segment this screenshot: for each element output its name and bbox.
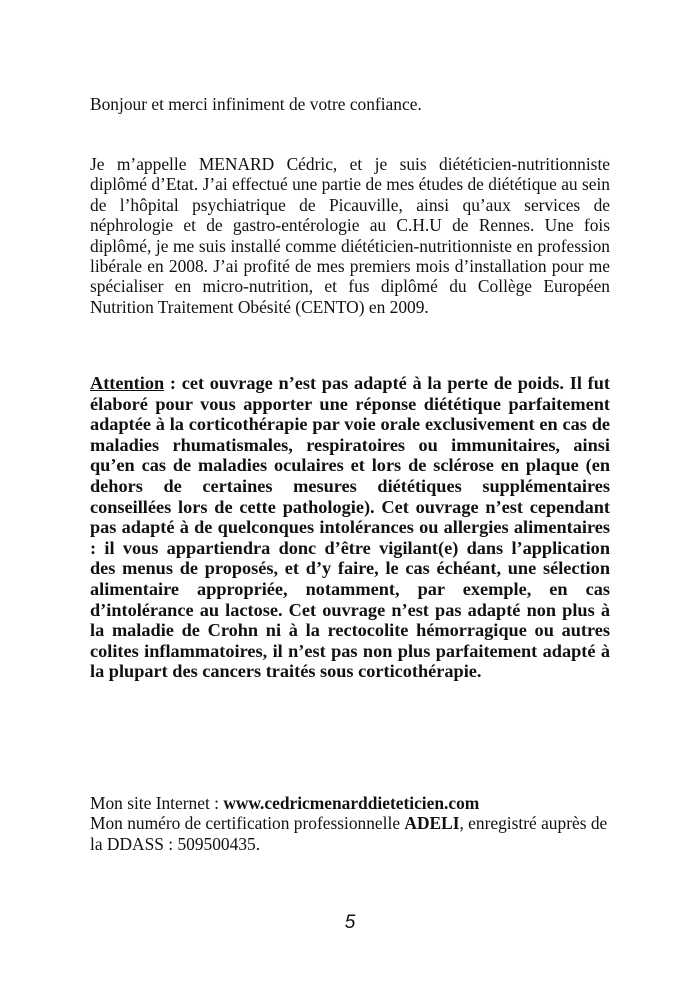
attention-text: cet ouvrage n’est pas adapté à la perte de poids. Il fut élaboré pour vous apporter une réponse diététique parfaitement adaptée à la corticothérapie par voie orale exclusivement en cas de maladies rhumatismales, respiratoires ou immunitaires, ainsi qu’en cas de maladies oculaires et lors de sclérose en plaque (en dehors de certaines mesures diététiques supplémentaires conseillées lors de cette pathologie). Cet ouvrage n’est cependant pas adapté à de quelconques intolérances ou allergies alimentaires : il vous appartiendra donc d’être vigilant(e) dans l’application des menus de proposés, et d’y faire, le cas échéant, une sélection alimentaire appropriée, notamment, par exemple, en cas d’intolérance au lactose. Cet ouvrage n’est pas adapté non plus à la maladie de Crohn ni à la rectocolite hémorragique ou autres colites inflammatoires, il n’est pas non plus parfaitement adapté à la plupart des cancers traités sous corticothérapie. [90, 373, 610, 682]
contact-paragraph [90, 793, 610, 854]
greeting-paragraph: Bonjour et merci infiniment de votre confiance. [90, 94, 422, 114]
attention-label: Attention [90, 373, 165, 393]
website-link[interactable]: www.cedricmenarddieteticien.com [223, 793, 480, 813]
attention-separator: : [164, 373, 182, 393]
attention-paragraph [90, 373, 610, 682]
cert-prefix: Mon numéro de certification professionnelle [90, 813, 405, 834]
cert-suffix: , enregistré auprès de la DDASS : 509500435. [90, 813, 608, 854]
bio-paragraph: Je m’appelle MENARD Cédric, et je suis diététicien-nutritionniste diplômé d’Etat. J’ai effectué une partie de mes études de diététique au sein de l’hôpital psychiatrique de Picauville, ainsi qu’aux services de néphrologie et de gastro-entérologie au C.H.U de Rennes. Une fois diplômé, je me suis installé comme diététicien-nutritionniste en profession libérale en 2008. J’ai profité de mes premiers mois d’installation pour me spécialiser en micro-nutrition, et fus diplômé du Collège Européen Nutrition Traitement Obésité (CENTO) en 2009. [90, 154, 610, 317]
website-prefix: Mon site Internet : [90, 793, 224, 813]
cert-name: ADELI [404, 813, 460, 834]
page-number: 5 [344, 912, 356, 933]
